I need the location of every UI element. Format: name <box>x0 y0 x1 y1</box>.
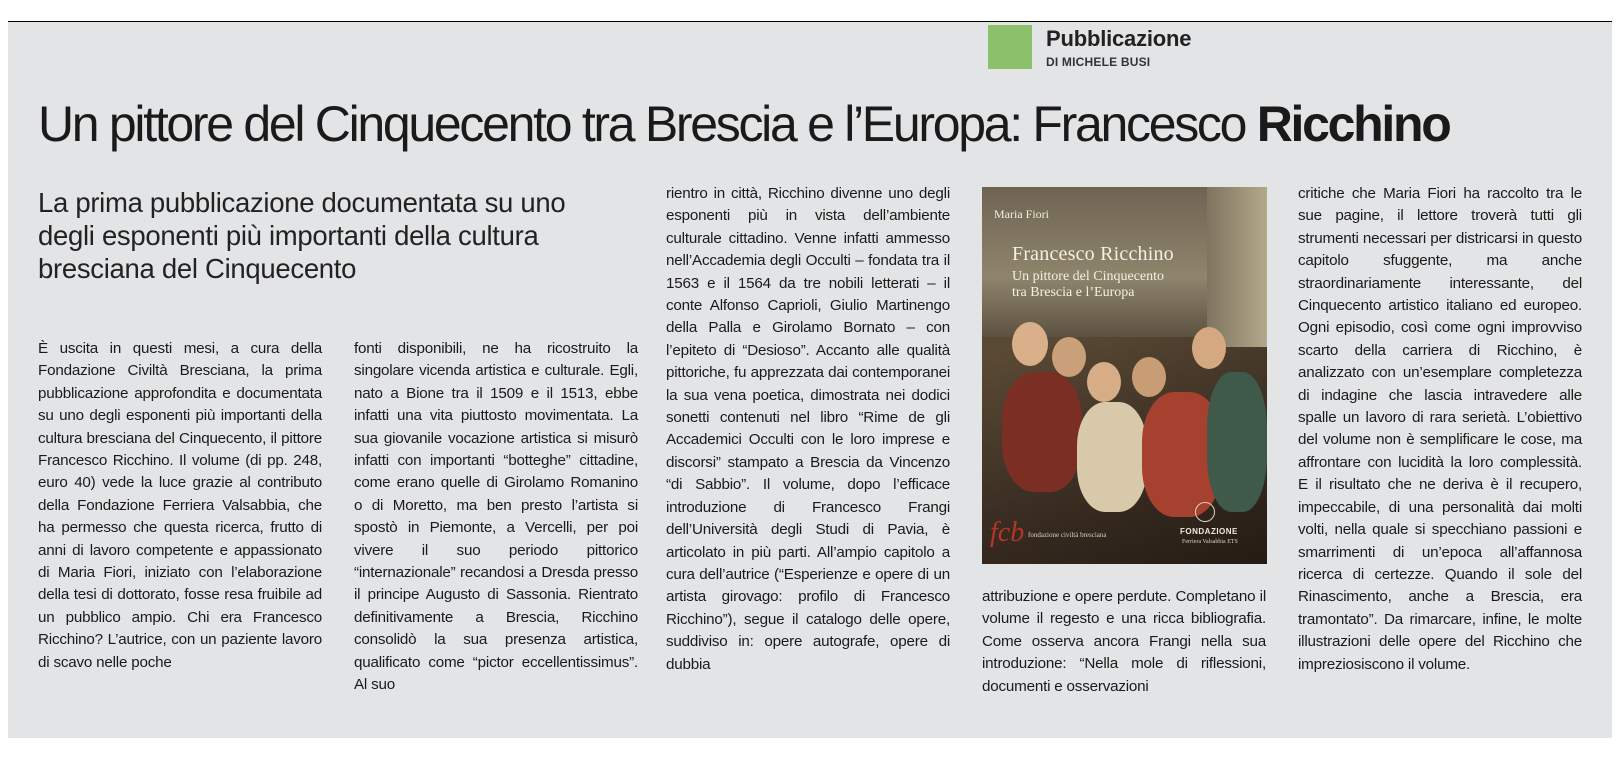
cover-garment <box>1207 372 1267 512</box>
section-label: Pubblicazione <box>1046 26 1192 51</box>
cover-garment <box>1002 372 1082 492</box>
cover-garment <box>1077 402 1147 512</box>
sponsor-logo-icon <box>1195 502 1215 522</box>
cover-figure <box>1012 322 1048 366</box>
column-text: È uscita in questi mesi, a cura della Fondazione Civiltà Bresciana, la prima pubblicazione approfondita e documentata su uno degli esponenti più importanti della cultura bresciana del Cinquecento, il pittore Francesco Ricchino. Il volume (di pp. 248, euro 40) vede la luce grazie al contributo della Fondazione Ferriera Valsabbia, che ha permesso che questa ricerca, frutto di anni di lavoro competente e appassionato di Maria Fiori, iniziato con l’elaborazione della tesi di dottorato, fosse resa fruibile ad un pubblico ampio. Chi era Francesco Ricchino? L’autrice, con un paziente lavoro di scavo nelle poche <box>38 340 322 671</box>
article-column-5 <box>1298 183 1582 676</box>
cover-figure <box>1132 357 1166 397</box>
publisher-logo: fcb <box>990 517 1025 548</box>
byline: DI MICHELE BUSI <box>1046 55 1151 69</box>
cover-author: Maria Fiori <box>994 207 1049 221</box>
article-column-3 <box>666 183 950 676</box>
column-text: critiche che Maria Fiori ha raccolto tra le sue pagine, il lettore troverà tutti gli strumenti necessari per districarsi in questo capitolo sfuggente, ma anche straordinariamente interessante, del Cinquecento artistico italiano ed europeo. Ogni episodio, così come ogni improvviso scarto della carriera di Ricchino, è analizzato con un’esemplare completezza di indagine che lascia intravedere alle spalle un lavoro di rara serietà. L’obiettivo del volume non è semplificare le cose, ma affrontare con lucidità la loro complessità. E il risultato che ne deriva è il recupero, impeccabile, di una personalità dai molti volti, nella quale si specchiano passioni e smarrimenti di un’epoca all’affannosa ricerca di certezze. Quando il sole del Rinascimento, anche a Brescia, era tramontato”. Da rimarcare, infine, le molte illustrazioni delle opere del Ricchino che impreziosiscono il volume. <box>1298 185 1582 673</box>
article-column-1 <box>38 338 322 674</box>
column-text: rientro in città, Ricchino divenne uno degli esponenti più in vista dell’ambiente culturale cittadino. Venne infatti ammesso nell’Accademia degli Occulti – fondata tra il 1563 e il 1564 da tre nobili letterati – il conte Alfonso Caprioli, Giulio Martinengo della Palla e Girolamo Bornato – con l’epiteto di “Desioso”. Accanto alle qualità pittoriche, fu apprezzata dai contemporanei la sua vena poetica, dimostrata nei dodici sonetti contenuti nel libro “Rime de gli Accademici Occulti con le loro imprese e discorsi” stampato a Brescia da Vincenzo “di Sabbio”. Il volume, dopo l’efficace introduzione di Francesco Frangi dell’Università degli Studi di Pavia, è articolato in più parti. All’ampio capitolo a cura dell’autrice (“Esperienze e opere di un artista girovago: profilo di Francesco Ricchino”), segue il catalogo delle opere, suddiviso in: opere autografe, opere di dubbia <box>666 185 950 673</box>
headline-regular: Un pittore del Cinquecento tra Brescia e l’Europa: Francesco <box>38 96 1257 152</box>
section-badge <box>988 25 1032 69</box>
cover-subtitle-line: tra Brescia e l’Europa <box>1012 285 1135 300</box>
book-cover-image <box>982 187 1267 564</box>
sponsor-subname: Ferriera Valsabbia ETS <box>1182 539 1238 545</box>
cover-figure <box>1052 337 1086 377</box>
publisher-name: fondazione civiltà bresciana <box>1028 531 1107 539</box>
column-text: fonti disponibili, ne ha ricostruito la singolare vicenda artistica e culturale. Egli, nato a Bione tra il 1509 e il 1513, ebbe infatti una vita piuttosto movimentata. La sua giovanile vocazione artistica si misurò infatti con importanti “botteghe” cittadine, come erano quelle di Girolamo Romanino o di Moretto, ma ben presto l’artista si spostò in Piemonte, a Vercelli, per poi vivere il suo periodo pittorico “internazionale” recandosi a Dresda presso il principe Augusto di Sassonia. Rientrato definitivamente a Brescia, Ricchino consolidò la sua presenza artistica, qualificato come “pictor eccellentissimus”. Al suo <box>354 340 638 694</box>
cover-figure <box>1087 362 1121 402</box>
cover-title: Francesco Ricchino <box>1012 243 1174 265</box>
cover-subtitle-line: Un pittore del Cinquecento <box>1012 269 1165 284</box>
cover-subtitle <box>1012 269 1164 301</box>
article-column-2 <box>354 338 638 697</box>
column-text: attribuzione e opere perdute. Completano il volume il regesto e una ricca bibliografia. Come osserva ancora Frangi nella sua introduzione: “Nella mole di riflessioni, documenti e osservazioni <box>982 588 1266 695</box>
article-column-4 <box>982 586 1266 698</box>
headline-bold: Ricchino <box>1256 96 1450 152</box>
subheadline: La prima pubblicazione documentata su uno degli esponenti più importanti della cultura bresciana del Cinquecento <box>38 187 566 284</box>
cover-architecture <box>1207 187 1267 347</box>
cover-figure <box>1192 327 1226 369</box>
sponsor-name: FONDAZIONE <box>1180 527 1238 536</box>
headline <box>38 92 1588 156</box>
